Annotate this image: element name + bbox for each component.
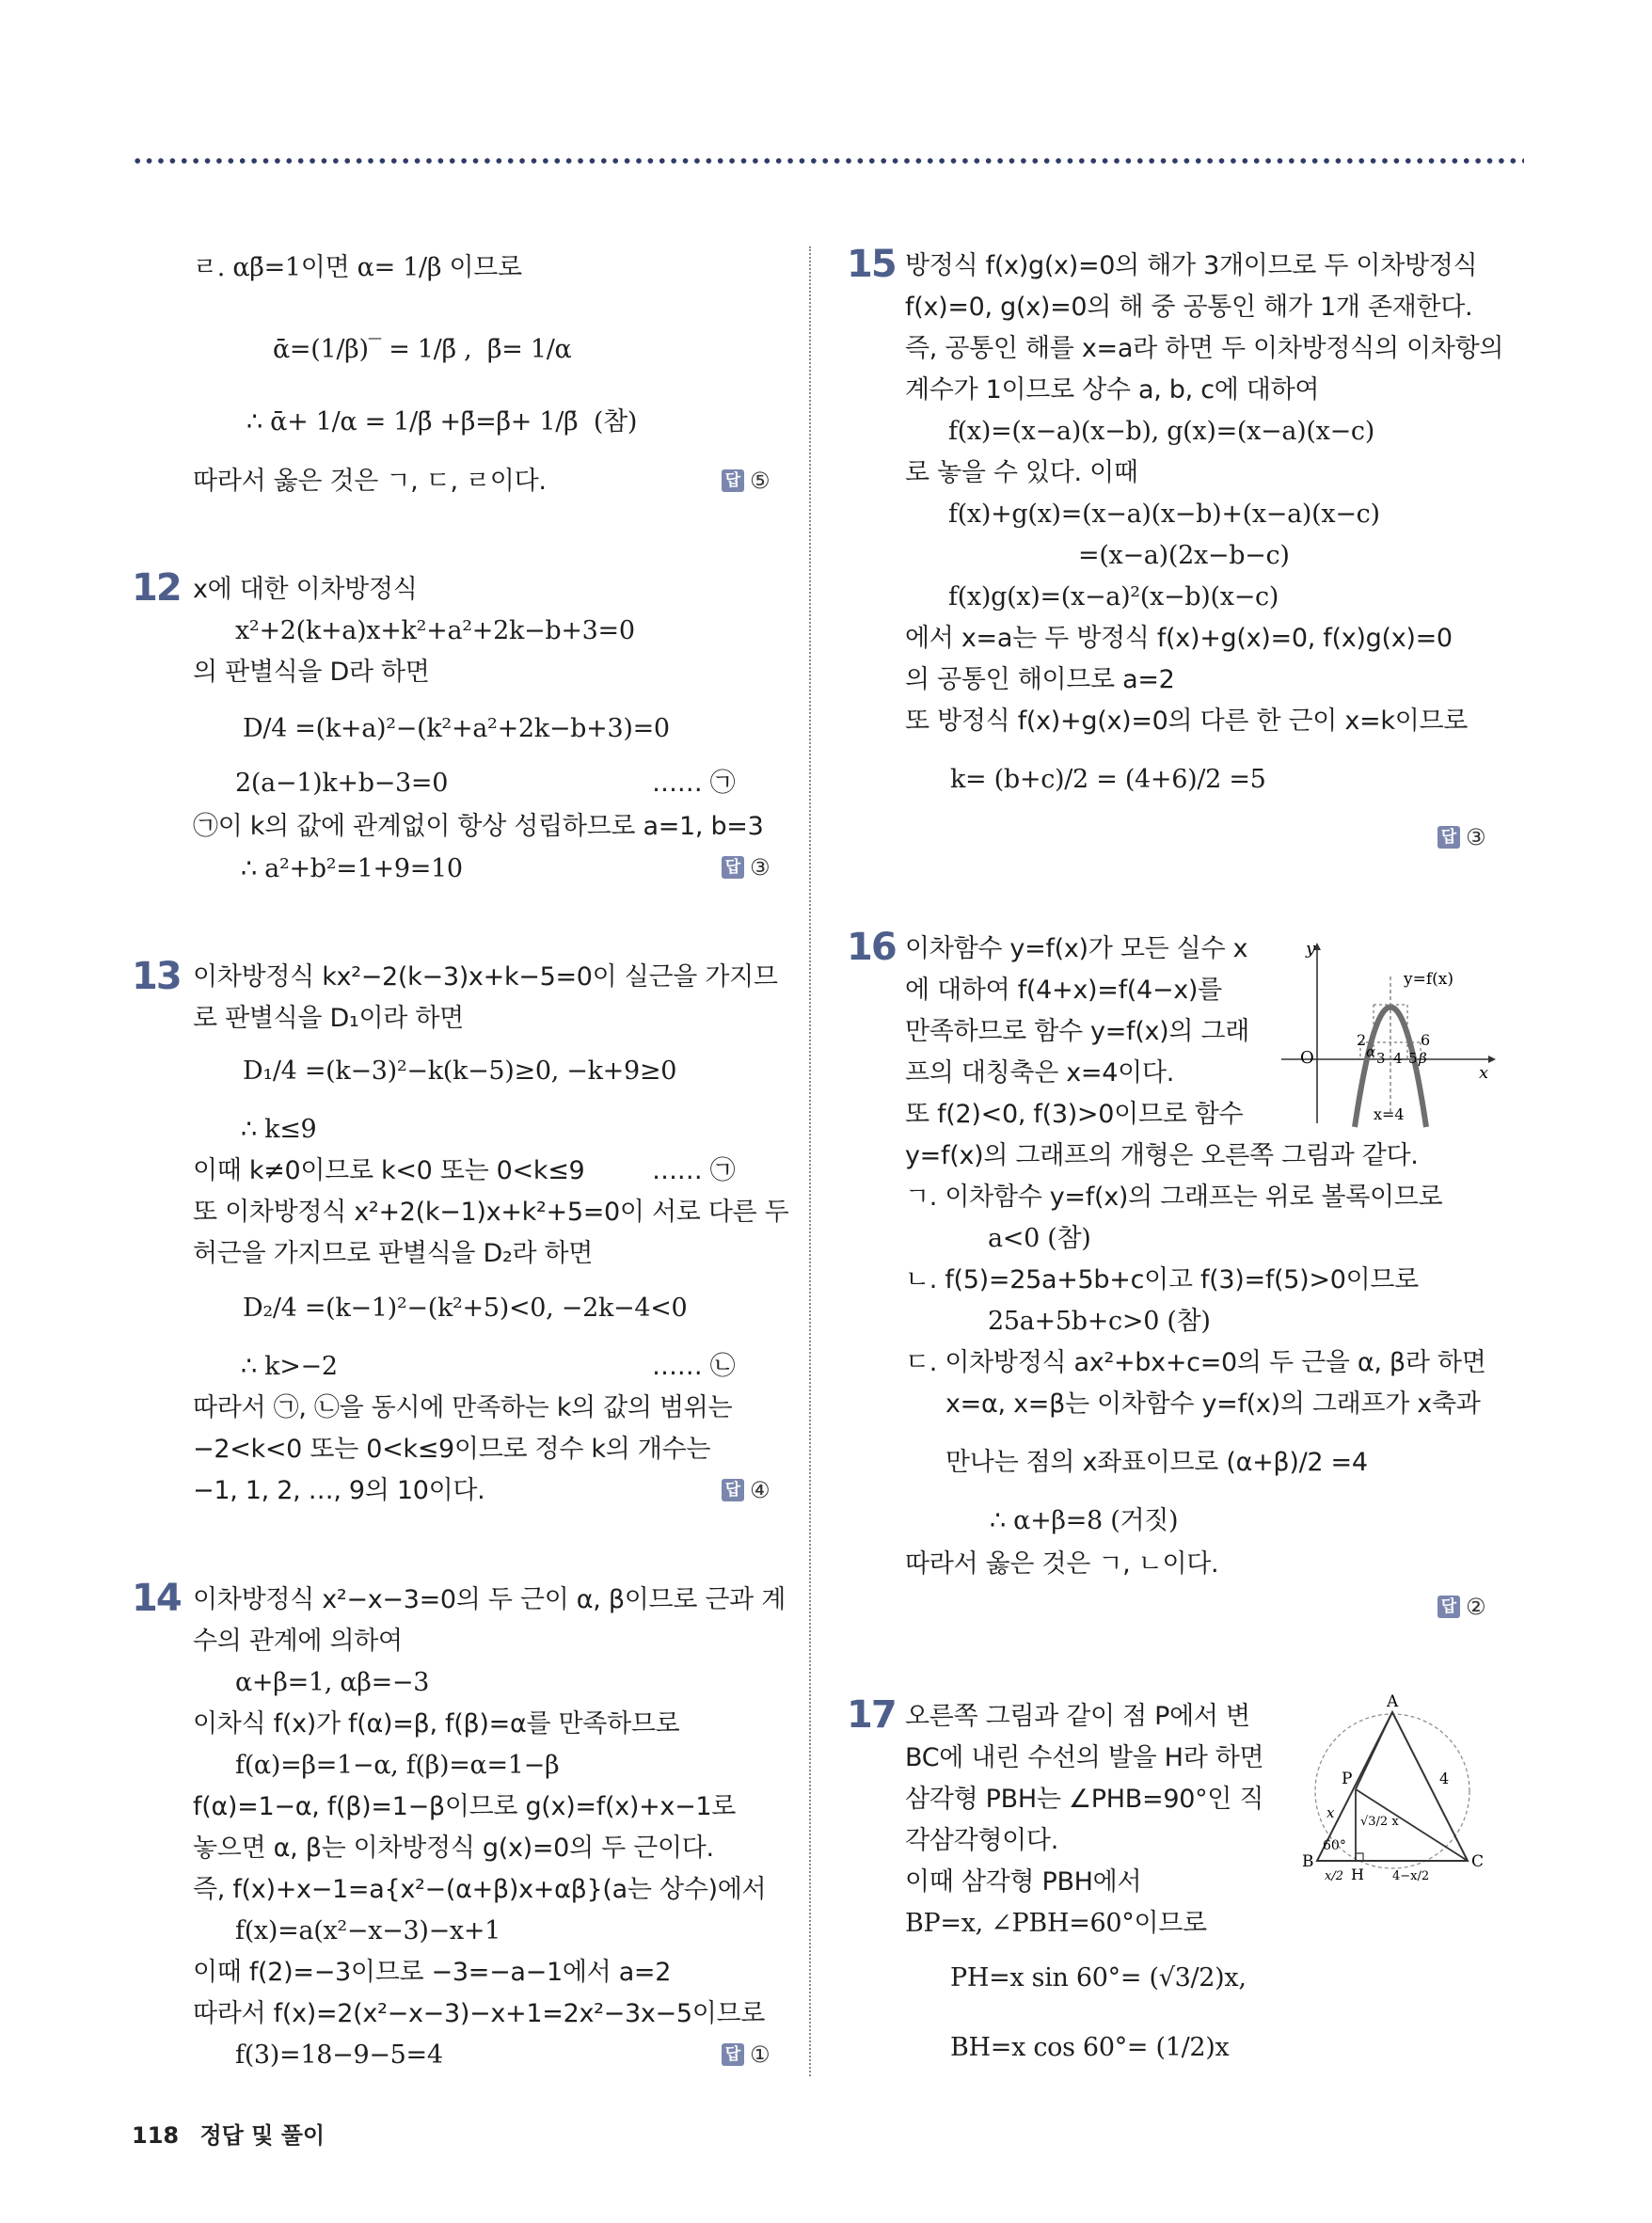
line: ∴ ᾱ+ 1/α = 1/β̄ +β̄=β̄+ 1/β̄ (참) [246,407,638,437]
line: 놓으면 α, β는 이차방정식 g(x)=0의 두 근이다. [193,1834,714,1863]
tick-label: α [1366,1043,1376,1060]
vertex-label: H [1351,1866,1364,1883]
line: 로 놓을 수 있다. 이때 [905,458,1138,487]
answer-icon: 답 [722,469,744,492]
answer-badge [722,854,770,881]
tick-label: 5 [1408,1050,1418,1067]
line: BC에 내린 수선의 발을 H라 하면 [905,1743,1264,1772]
line: D/4 =(k+a)²−(k²+a²+2k−b+3)=0 [243,714,670,743]
line: f(x)+g(x)=(x−a)(x−b)+(x−a)(x−c) [948,500,1380,529]
line: ∴ k≤9 [241,1115,317,1144]
right-angle-mark [1356,1853,1363,1861]
line: f(x)=0, g(x)=0의 해 중 공통인 해가 1개 존재한다. [905,293,1473,322]
tick-label: β [1419,1050,1427,1067]
x-axis-arrow [1488,1056,1496,1063]
problem-number: 13 [132,955,181,998]
line: 각삼각형이다. [905,1826,1058,1855]
line: ᾱ=(1/β)‾ = 1/β̄ , β̄= 1/α [273,335,572,364]
answer-icon: 답 [1438,1596,1460,1618]
line: 이때 k≠0이므로 k<0 또는 0<k≤9 [193,1156,585,1185]
line: 또 방정식 f(x)+g(x)=0의 다른 한 근이 x=k이므로 [905,707,1469,736]
line: 수의 관계에 의하여 [193,1627,403,1656]
line: 따라서 옳은 것은 ㄱ, ㄴ이다. [905,1549,1219,1579]
line: 또 f(2)<0, f(3)>0이므로 함수 [905,1100,1244,1129]
side-label: 4 [1439,1770,1450,1787]
line: x²+2(k+a)x+k²+a²+2k−b+3=0 [235,616,635,645]
line: −1, 1, 2, …, 9의 10이다. [193,1476,485,1505]
line: 즉, 공통인 해를 x=a라 하면 두 이차방정식의 이차항의 [905,334,1504,363]
answer-value: ③ [1466,824,1486,850]
tick-label: 3 [1376,1050,1386,1067]
line: x에 대한 이차방정식 [193,575,418,604]
line: ∴ k>−2 [241,1352,338,1381]
axis-of-symmetry-label: x=4 [1374,1105,1405,1123]
line: ㄴ. f(5)=25a+5b+c이고 f(3)=f(5)>0이므로 [905,1265,1419,1294]
line: 에 대하여 f(4+x)=f(4−x)를 [905,976,1222,1005]
tick-label: 6 [1421,1031,1431,1049]
problem-number: 16 [847,926,896,969]
answer-badge [1438,1594,1486,1620]
top-dotted-rule [132,158,1524,164]
problem-number: 17 [847,1693,896,1737]
line: 오른쪽 그림과 같이 점 P에서 변 [905,1702,1250,1731]
line: 이차방정식 x²−x−3=0의 두 근이 α, β이므로 근과 계 [193,1585,786,1614]
line: ∴ α+β=8 (거짓) [990,1506,1179,1535]
line: BP=x, ∠PBH=60°이므로 [905,1909,1207,1938]
line: 25a+5b+c>0 (참) [988,1307,1211,1336]
line: f(3)=18−9−5=4 [235,2040,443,2070]
line: 허근을 가지므로 판별식을 D₂라 하면 [193,1239,594,1268]
line: f(x)=a(x²−x−3)−x+1 [235,1916,501,1945]
line: f(x)g(x)=(x−a)²(x−b)(x−c) [948,582,1279,611]
line: ㄷ. 이차방정식 ax²+bx+c=0의 두 근을 α, β라 하면 [905,1348,1486,1377]
origin-label: O [1300,1048,1314,1068]
line: 따라서 ㉠, ㉡을 동시에 만족하는 k의 값의 범위는 [193,1393,733,1422]
line: D₁/4 =(k−3)²−k(k−5)≥0, −k+9≥0 [243,1056,677,1086]
length-label: x/2 [1325,1869,1343,1883]
line: 이때 삼각형 PBH에서 [905,1867,1142,1897]
answer-badge [722,2041,770,2068]
line: 이때 f(2)=−3이므로 −3=−a−1에서 a=2 [193,1958,672,1987]
line: y=f(x)의 그래프의 개형은 오른쪽 그림과 같다. [905,1141,1419,1170]
line: 즉, f(x)+x−1=a{x²−(α+β)x+αβ}(a는 상수)에서 [193,1875,767,1904]
line: ∴ a²+b²=1+9=10 [241,854,463,883]
answer-value: ① [750,2041,770,2068]
angle-label: 60° [1323,1838,1346,1853]
line: 2(a−1)k+b−3=0 [235,769,449,798]
line: f(α)=β=1−α, f(β)=α=1−β [235,1751,560,1780]
length-label: 4−x/2 [1392,1869,1430,1883]
column-divider [809,246,811,2076]
answer-icon: 답 [722,2043,744,2066]
tick-label: 4 [1393,1050,1403,1067]
segment-pa [1356,1712,1392,1789]
answer-value: ⑤ [750,468,770,494]
line: BH=x cos 60°= (1/2)x [950,2033,1230,2062]
equation-mark: …… ㉠ [652,1156,736,1185]
line: −2<k<0 또는 0<k≤9이므로 정수 k의 개수는 [193,1435,711,1464]
x-axis-label: x [1479,1063,1489,1083]
answer-badge [722,1477,770,1503]
line: D₂/4 =(k−1)²−(k²+5)<0, −2k−4<0 [243,1294,688,1323]
line: α+β=1, αβ=−3 [235,1668,430,1697]
line: 따라서 옳은 것은 ㄱ, ㄷ, ㄹ이다. [193,467,547,496]
vertex-label: A [1387,1692,1399,1711]
curve-label: y=f(x) [1404,970,1453,989]
line: 방정식 f(x)g(x)=0의 해가 3개이므로 두 이차방정식 [905,251,1478,280]
line: 이차식 f(x)가 f(α)=β, f(β)=α를 만족하므로 [193,1709,680,1739]
line: 또 이차방정식 x²+2(k−1)x+k²+5=0이 서로 다른 두 [193,1198,789,1227]
section-title: 정답 및 풀이 [199,2122,326,2149]
line: 만나는 점의 x좌표이므로 (α+β)/2 =4 [945,1448,1368,1477]
problem-number: 12 [132,566,181,610]
line: 의 공통인 해이므로 a=2 [905,665,1175,694]
line: 프의 대칭축은 x=4이다. [905,1058,1174,1088]
line: x=α, x=β는 이차함수 y=f(x)의 그래프가 x축과 [945,1389,1481,1419]
answer-icon: 답 [722,1479,744,1501]
line: 로 판별식을 D₁이라 하면 [193,1004,464,1033]
line: 의 판별식을 D라 하면 [193,658,430,687]
answer-icon: 답 [1438,826,1460,849]
page-footer [132,2117,325,2150]
answer-badge [1438,824,1486,850]
line: 삼각형 PBH는 ∠PHB=90°인 직 [905,1785,1264,1814]
equation-mark: …… ㉡ [652,1352,736,1381]
vertex-label: C [1471,1852,1485,1871]
parabola-graph [1279,939,1496,1127]
problem-number: 15 [847,243,896,286]
answer-badge [722,468,770,494]
line: =(x−a)(2x−b−c) [1078,541,1290,570]
answer-value: ③ [750,854,770,881]
answer-value: ② [1466,1594,1486,1620]
line: f(x)=(x−a)(x−b), g(x)=(x−a)(x−c) [948,417,1374,446]
vertex-label: P [1342,1770,1353,1788]
answer-icon: 답 [722,856,744,879]
page-number: 118 [132,2122,180,2149]
line: PH=x sin 60°= (√3/2)x, [950,1963,1247,1993]
answer-value: ④ [750,1477,770,1503]
line: 이차방정식 kx²−2(k−3)x+k−5=0이 실근을 가지므 [193,962,778,992]
length-label: x [1326,1804,1335,1821]
y-axis-label: y [1306,939,1316,959]
line: 이차함수 y=f(x)가 모든 실수 x [905,934,1248,963]
line: ㉠이 k의 값에 관계없이 항상 성립하므로 a=1, b=3 [193,812,764,841]
line: f(α)=1−α, f(β)=1−β이므로 g(x)=f(x)+x−1로 [193,1792,737,1821]
line: ㄹ. αβ̄=1이면 α= 1/β 이므로 [193,253,522,282]
line: ㄱ. 이차함수 y=f(x)의 그래프는 위로 볼록이므로 [905,1183,1443,1212]
line: 계수가 1이므로 상수 a, b, c에 대하여 [905,375,1320,405]
problem-number: 14 [132,1577,181,1620]
line: 만족하므로 함수 y=f(x)의 그래 [905,1017,1250,1046]
line: 에서 x=a는 두 방정식 f(x)+g(x)=0, f(x)g(x)=0 [905,624,1453,653]
equation-mark: …… ㉠ [652,769,736,798]
tick-label: 2 [1357,1031,1367,1049]
line: k= (b+c)/2 = (4+6)/2 =5 [950,765,1266,794]
line: 따라서 f(x)=2(x²−x−3)−x+1=2x²−3x−5이므로 [193,1999,766,2028]
length-label: √3/2 x [1360,1815,1399,1829]
vertex-label: B [1302,1852,1314,1871]
line: a<0 (참) [988,1224,1091,1253]
triangle-figure [1289,1693,1496,1882]
